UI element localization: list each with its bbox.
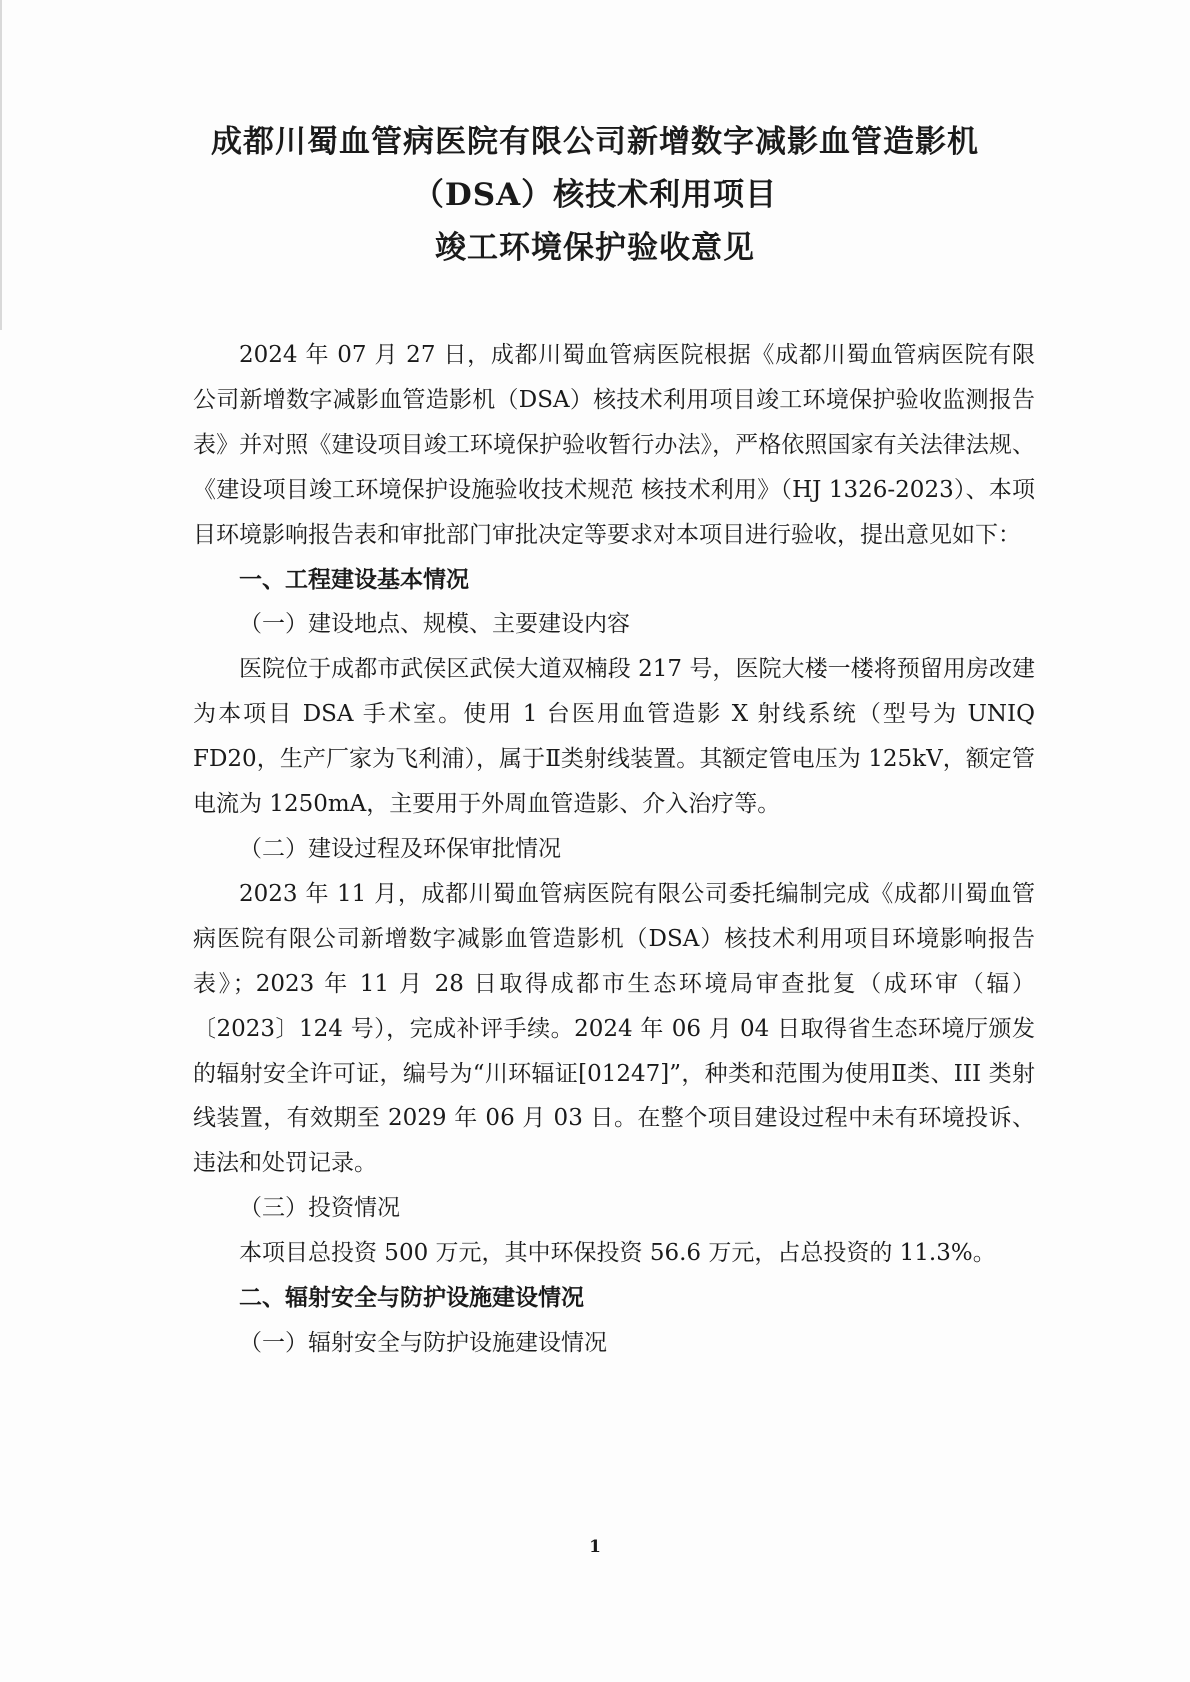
investment-paragraph: 本项目总投资 500 万元，其中环保投资 56.6 万元，占总投资的 11.3%。 [239,1240,996,1267]
document-title [0,116,1190,275]
intro-paragraph: 2024 年 07 月 27 日，成都川蜀血管病医院根据《成都川蜀血管病医院有限公司新增数字减影血管造影机（DSA）核技术利用项目竣工环境保护验收监测报告表》并对照《建设项目竣工环境保护验收暂行办法》，严格依照国家有关法律法规、《建设项目竣工环境保护设施验收技术规范 核技术利用》（HJ 1326-2023）、本项目环境影响报告表和审批部门审批决定等要求对本项目进行验收，提出意见如下： [193,342,1035,548]
subsection-heading-1-3: （三）投资情况 [239,1195,400,1222]
location-paragraph: 医院位于成都市武侯区武侯大道双楠段 217 号，医院大楼一楼将预留用房改建为本项目 DSA 手术室。使用 1 台医用血管造影 X 射线系统（型号为 UNIQ FD20，生产厂家为飞利浦），属于Ⅱ类射线装置。其额定管电压为 125kV，额定管电流为 1250mA，主要用于外周血管造影、介入治疗等。 [193,656,1035,818]
approval-paragraph: 2023 年 11 月，成都川蜀血管病医院有限公司委托编制完成《成都川蜀血管病医院有限公司新增数字减影血管造影机（DSA）核技术利用项目环境影响报告表》；2023 年 11 月 28 日取得成都市生态环境局审查批复（成环审（辐）〔2023〕124 号），完成补评手续。2024 年 06 月 04 日取得省生态环境厅颁发的辐射安全许可证，编号为“川环辐证[01247]”，种类和范围为使用Ⅱ类、III 类射线装置，有效期至 2029 年 06 月 03 日。在整个项目建设过程中未有环境投诉、违法和处罚记录。 [193,880,1035,1177]
document-body [193,333,1035,1366]
subsection-heading-2-1: （一）辐射安全与防护设施建设情况 [239,1329,607,1356]
section-heading-2: 二、辐射安全与防护设施建设情况 [239,1284,584,1312]
page-number: 1 [589,1537,601,1557]
title-line-1: 成都川蜀血管病医院有限公司新增数字减影血管造影机 [211,124,979,160]
subsection-heading-1-2: （二）建设过程及环保审批情况 [239,835,561,862]
title-line-3: 竣工环境保护验收意见 [435,230,755,266]
section-heading-1: 一、工程建设基本情况 [239,565,469,593]
title-line-2: （DSA）核技术利用项目 [412,177,778,213]
subsection-heading-1-1: （一）建设地点、规模、主要建设内容 [239,611,630,638]
